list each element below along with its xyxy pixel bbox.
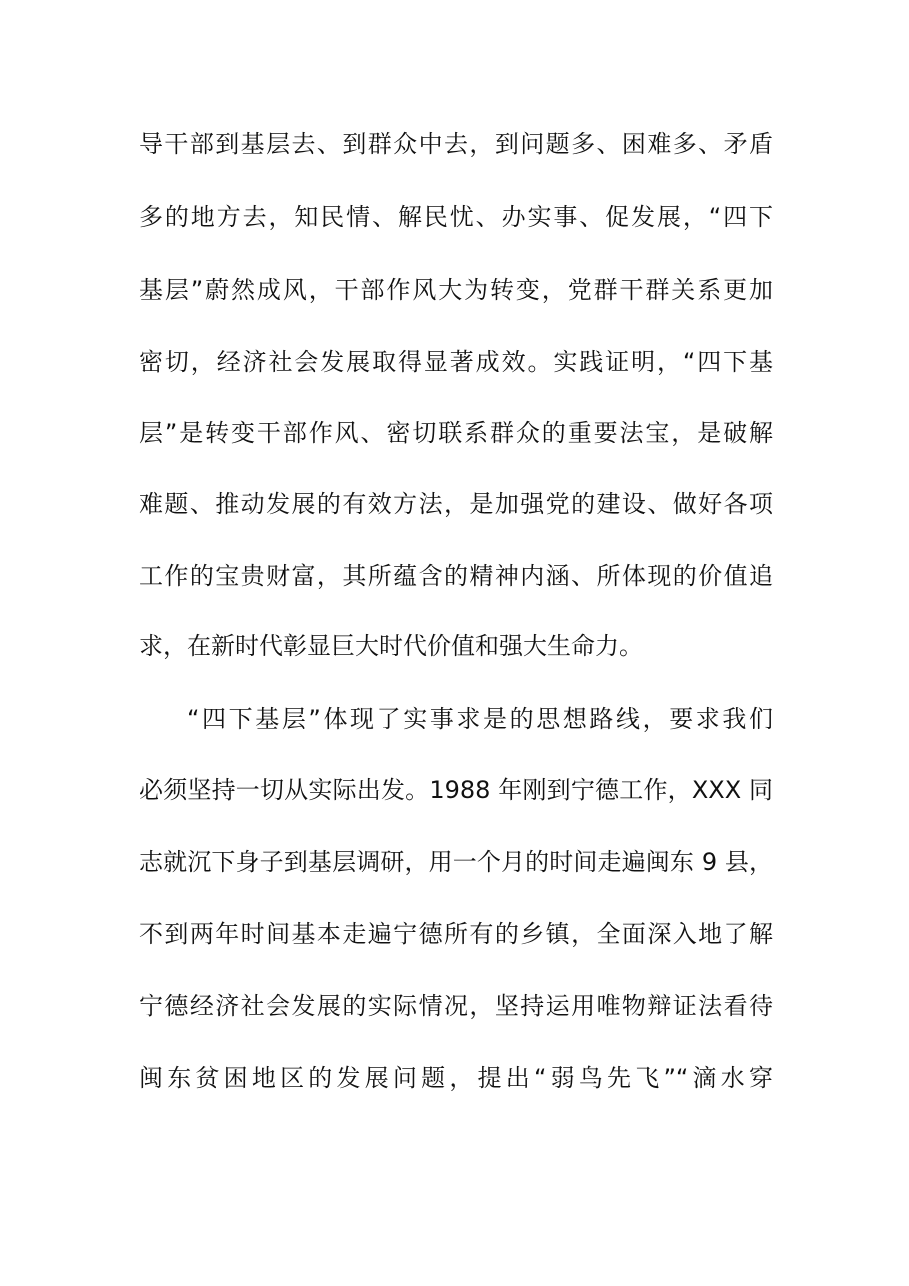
text-line: 宁德经济社会发展的实际情况，坚持运用唯物辩证法看待 — [139, 992, 773, 1020]
text-line: 志就沉下身子到基层调研，用一个月的时间走遍闽东 9 县， — [139, 848, 773, 876]
text-line: 必须坚持一切从实际出发。1988 年刚到宁德工作，XXX 同 — [139, 776, 773, 804]
text-line: 层”是转变干部作风、密切联系群众的重要法宝，是破解 — [139, 419, 773, 447]
paragraph-first-line: “四下基层”体现了实事求是的思想路线，要求我们 — [187, 705, 773, 733]
text-line: 难题、推动发展的有效方法，是加强党的建设、做好各项 — [139, 490, 773, 518]
text-line: 不到两年时间基本走遍宁德所有的乡镇，全面深入地了解 — [139, 920, 773, 948]
text-line: 基层”蔚然成风，干部作风大为转变，党群干群关系更加 — [139, 276, 773, 304]
text-line: 密切，经济社会发展取得显著成效。实践证明，“四下基 — [139, 348, 773, 376]
text-line: 工作的宝贵财富，其所蕴含的精神内涵、所体现的价值追 — [139, 562, 773, 590]
text-line: 求，在新时代彰显巨大时代价值和强大生命力。 — [139, 632, 643, 660]
text-line: 多的地方去，知民情、解民忧、办实事、促发展，“四下 — [139, 203, 773, 231]
text-line: 导干部到基层去、到群众中去，到问题多、困难多、矛盾 — [139, 130, 773, 158]
text-line: 闽东贫困地区的发展问题，提出“弱鸟先飞”“滴水穿 — [139, 1064, 773, 1092]
